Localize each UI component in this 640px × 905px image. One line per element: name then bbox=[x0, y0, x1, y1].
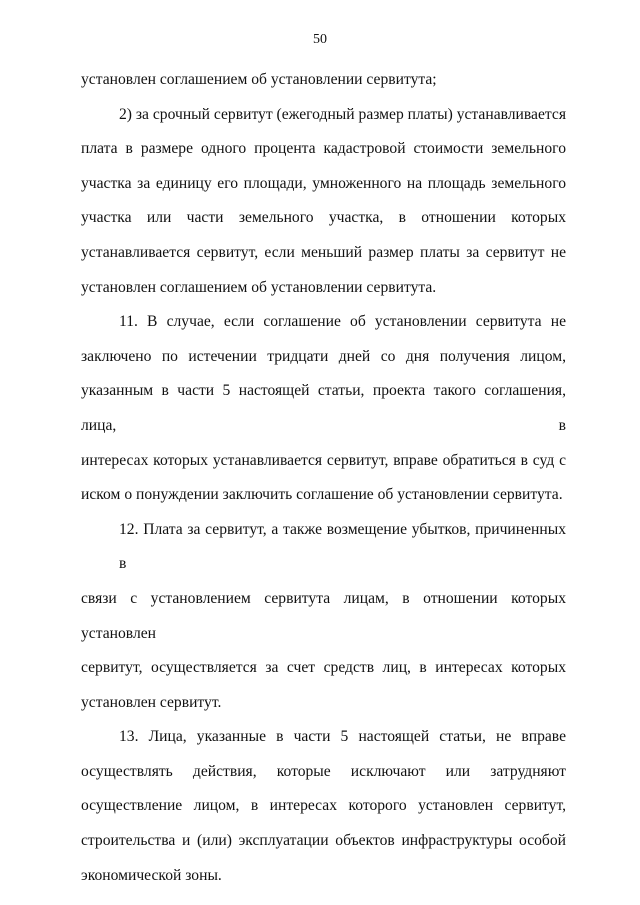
document-body bbox=[81, 63, 566, 893]
text-line: указанным в части 5 настоящей статьи, проекта такого соглашения, лица, в bbox=[81, 382, 566, 434]
text-line: осуществлять действия, которые исключают или затрудняют bbox=[81, 762, 566, 780]
text-line: 11. В случае, если соглашение об установлении сервитута не bbox=[119, 313, 566, 331]
text-line: 12. Плата за сервитут, а также возмещение убытков, причиненных в bbox=[119, 520, 566, 573]
text-line: установлен соглашением об установлении сервитута; bbox=[81, 71, 437, 88]
text-line: строительства и (или) эксплуатации объектов инфраструктуры особой bbox=[81, 832, 566, 850]
text-line: 13. Лица, указанные в части 5 настоящей статьи, не вправе bbox=[119, 728, 566, 746]
text-line: интересах которых устанавливается сервитут, вправе обратиться в суд с bbox=[81, 451, 566, 469]
text-line: устанавливается сервитут, если меньший размер платы за сервитут не bbox=[81, 243, 566, 261]
text-line: установлен соглашением об установлении сервитута. bbox=[81, 278, 437, 296]
text-line: установлен сервитут. bbox=[81, 693, 222, 711]
page-number: 50 bbox=[313, 32, 327, 47]
text-line: участка или части земельного участка, в отношении которых bbox=[81, 209, 566, 227]
text-line: заключено по истечении тридцати дней со дня получения лицом, bbox=[81, 347, 566, 365]
text-line: сервитут, осуществляется за счет средств лиц, в интересах которых bbox=[81, 659, 566, 677]
text-line: осуществление лицом, в интересах которого установлен сервитут, bbox=[81, 797, 566, 815]
text-line: 2) за срочный сервитут (ежегодный размер платы) устанавливается bbox=[119, 105, 566, 123]
text-line: экономической зоны. bbox=[81, 866, 222, 884]
text-line: иском о понуждении заключить соглашение об установлении сервитута. bbox=[81, 486, 563, 504]
text-line: связи с установлением сервитута лицам, в отношении которых установлен bbox=[81, 589, 566, 642]
text-line: плата в размере одного процента кадастровой стоимости земельного bbox=[81, 140, 566, 158]
text-line: участка за единицу его площади, умноженного на площадь земельного bbox=[81, 174, 566, 192]
